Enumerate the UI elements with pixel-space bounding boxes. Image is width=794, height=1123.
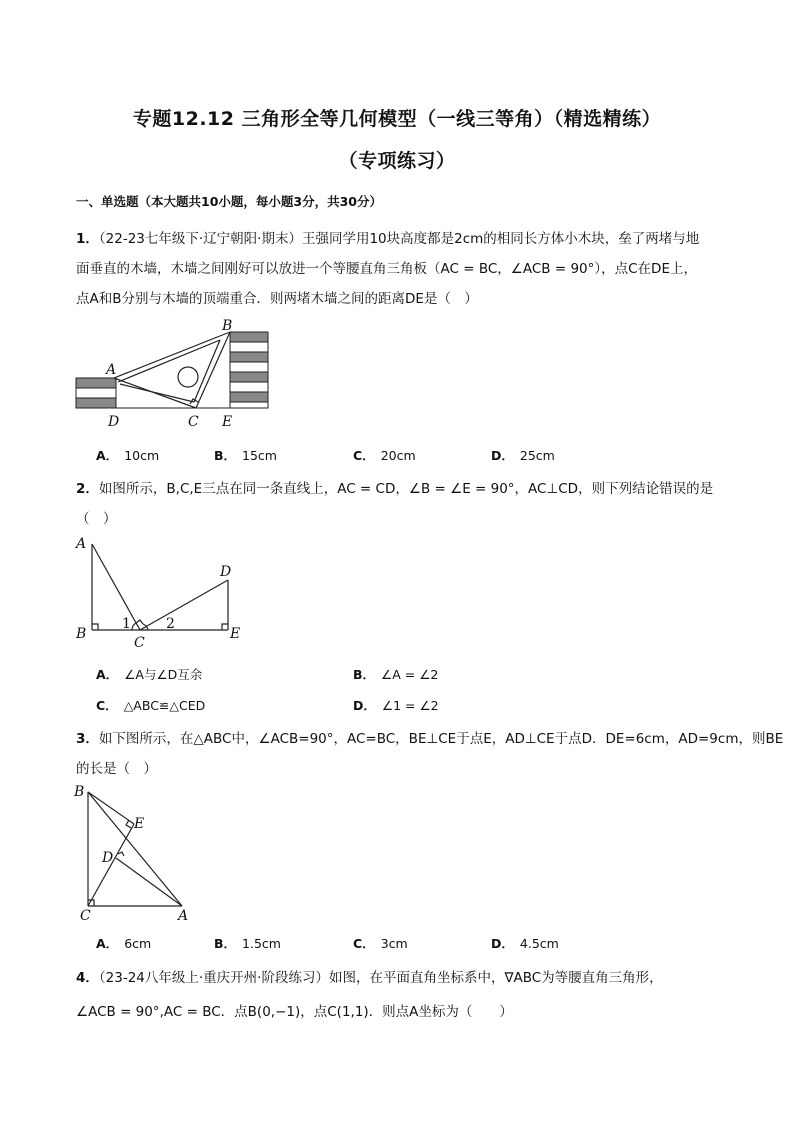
q3-line-2: 的长是（ ） [76,761,157,777]
q3-option-a[interactable]: A． 6cm [96,936,152,951]
q1-left-wall [76,378,116,408]
q3-label-a: A [178,908,189,924]
q2-option-a[interactable]: A． ∠A与∠D互余 [96,667,203,682]
q2-figure [70,534,260,650]
q1-label-c: C [188,414,199,430]
q1-figure [70,316,280,432]
q3-number: 3． [76,731,99,747]
q1-label-e: E [222,414,233,430]
q3-label-d: D [102,850,114,866]
q3-label-e: E [134,816,145,832]
q1-option-c[interactable]: C． 20cm [353,448,416,463]
q1-option-a[interactable]: A． 10cm [96,448,160,463]
q2-line-2: （ ） [76,511,117,527]
q2-label-angle-2: 2 [166,616,175,632]
q1-option-b[interactable]: B． 15cm [214,448,277,463]
q2-label-b: B [76,626,87,642]
q2-option-c[interactable]: C． △ABC≌△CED [96,698,206,713]
q2-line-1: 2．如图所示，B,C,E三点在同一条直线上，AC = CD，∠B = ∠E = 90°，AC⊥CD，则下列结论错误的是 [76,481,714,497]
q3-line-ab [88,792,182,906]
section-heading: 一、单选题（本大题共10小题，每小题3分，共30分） [76,194,382,209]
q2-label-e: E [230,626,241,642]
q3-label-b: B [74,784,85,800]
q3-option-c[interactable]: C． 3cm [353,936,408,951]
q2-number: 2． [76,481,99,497]
q3-label-c: C [80,908,91,924]
q2-option-b[interactable]: B． ∠A = ∠2 [353,667,439,682]
q4-line-1: 4．（23-24八年级上·重庆开州·阶段练习）如图，在平面直角坐标系中，∇ABC为等腰直角三角形， [76,970,663,986]
q4-number: 4． [76,970,99,986]
q2-label-a: A [76,536,87,552]
q3-option-d[interactable]: D． 4.5cm [491,936,559,951]
page-title: 专题12.12 三角形全等几何模型（一线三等角）（精选精练） [132,108,662,130]
q1-label-b: B [222,318,233,334]
q3-option-b[interactable]: B． 1.5cm [214,936,281,951]
q1-line-2: 面垂直的木墙，木墙之间刚好可以放进一个等腰直角三角板（AC = BC，∠ACB = 90°），点C在DE上， [76,261,697,277]
q2-option-d[interactable]: D． ∠1 = ∠2 [353,698,439,713]
q1-line-1: 1．（22-23七年级下·辽宁朝阳·期末）王强同学用10块高度都是2cm的相同长方体小木块，垒了两堵与地 [76,231,700,247]
q1-number: 1． [76,231,99,247]
q2-line-ac [92,544,140,630]
page-subtitle: （专项练习） [338,150,456,172]
q4-line-2: ∠ACB = 90°,AC = BC．点B(0,−1)，点C(1,1)．则点A坐标为（ ） [76,1004,513,1020]
q2-line-cd [140,580,228,630]
q1-label-a: A [106,362,117,378]
q2-label-d: D [220,564,232,580]
q3-line-1: 3．如下图所示，在△ABC中，∠ACB=90°，AC=BC，BE⊥CE于点E，AD⊥CE于点D．DE=6cm，AD=9cm，则BE [76,731,784,747]
q1-line-3: 点A和B分别与木墙的顶端重合．则两堵木墙之间的距离DE是（ ） [76,291,478,307]
q1-right-wall [230,332,268,408]
q2-label-c: C [134,635,145,651]
q2-label-angle-1: 1 [122,616,131,632]
q3-figure [70,782,200,922]
q1-option-d[interactable]: D． 25cm [491,448,555,463]
q1-triangle [114,332,230,408]
q1-label-d: D [108,414,120,430]
